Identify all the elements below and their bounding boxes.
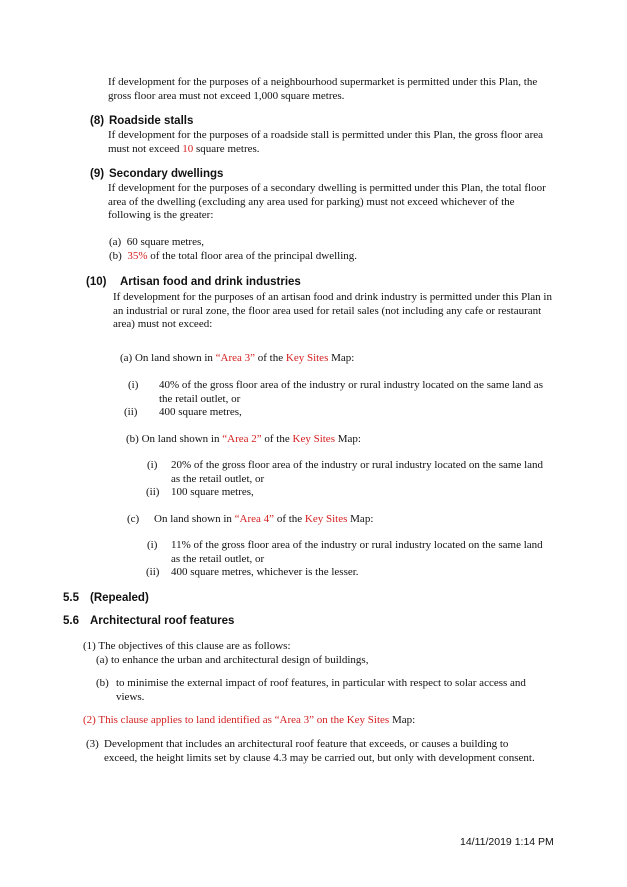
clause-5-6-subclause-2: (2) This clause applies to land identified as “Area 3” on the Key Sites Map: xyxy=(83,714,416,726)
roadside-area-value: 10 xyxy=(182,142,194,155)
item-c-i-number: (i) xyxy=(147,539,158,551)
section-8-title: Roadside stalls xyxy=(109,115,194,127)
section-9-title: Secondary dwellings xyxy=(109,168,224,180)
item-c-number: (c) xyxy=(127,513,140,525)
key-sites-link: Key Sites xyxy=(285,352,329,364)
item-b-i-text: 20% of the gross floor area of the industry or rural industry located on the same land as the retail outlet, or xyxy=(171,459,544,485)
clause-5-6-item-b: to minimise the external impact of roof features, in particular with respect to solar access and views. xyxy=(116,677,526,703)
item-a-ii-text: 400 square metres, xyxy=(159,406,242,418)
section-10-item-b: (b) On land shown in “Area 2” of the Key Sites Map: xyxy=(126,433,361,445)
section-10-number: (10) xyxy=(86,276,107,288)
clause-5-6-title: Architectural roof features xyxy=(90,615,235,627)
clause-5-6-subclause-3-number: (3) xyxy=(86,738,99,750)
clause-5-5-number: 5.5 xyxy=(63,592,79,604)
item-a-i-text: 40% of the gross floor area of the industry or rural industry located on the same land as the retail outlet, or xyxy=(159,379,543,405)
percentage-value: 35% xyxy=(127,250,148,262)
item-c-i-text: 11% of the gross floor area of the industry or rural industry located on the same land as the retail outlet, or xyxy=(171,539,543,565)
section-9-text: If development for the purposes of a secondary dwelling is permitted under this Plan, the total floor area of the dwelling (excluding any area used for parking) must not exceed whichever of the following is the greater: xyxy=(108,182,546,221)
item-a-i-number: (i) xyxy=(128,379,139,391)
section-8-number: (8) xyxy=(90,115,105,127)
item-a-ii-number: (ii) xyxy=(124,406,138,418)
section-10-item-c: On land shown in “Area 4” of the Key Sites Map: xyxy=(154,513,374,525)
clause-5-6-item-b-number: (b) xyxy=(96,677,109,689)
item-b-ii-text: 100 square metres, xyxy=(171,486,254,498)
clause-5-6-subclause-1: (1) The objectives of this clause are as follows: xyxy=(83,640,291,652)
clause-5-6-subclause-3: Development that includes an architectural roof feature that exceeds, or causes a building to exceed, the height limits set by clause 4.3 may be carried out, but only with development consent. xyxy=(104,738,535,764)
section-10-item-a: (a) On land shown in “Area 3” of the Key Sites Map: xyxy=(120,352,355,364)
item-b-i-number: (i) xyxy=(147,459,158,471)
section-9-number: (9) xyxy=(90,168,105,180)
section-9-item-a: (a) 60 square metres, xyxy=(109,236,204,248)
footer-timestamp: 14/11/2019 1:14 PM xyxy=(460,836,554,848)
key-sites-link: Key Sites xyxy=(346,714,390,726)
section-9-item-b: (b) 35% of the total floor area of the principal dwelling. xyxy=(109,250,358,262)
key-sites-link: Key Sites xyxy=(304,513,348,525)
section-10-title: Artisan food and drink industries xyxy=(120,276,301,288)
clause-5-6-item-a: (a) to enhance the urban and architectural design of buildings, xyxy=(96,654,369,666)
clause-5-5-title: (Repealed) xyxy=(90,592,149,604)
clause-5-6-number: 5.6 xyxy=(63,615,79,627)
key-sites-link: Key Sites xyxy=(292,433,335,445)
section-10-text: If development for the purposes of an artisan food and drink industry is permitted under this Plan in an industrial or rural zone, the floor area used for retail sales (not including any cafe or restaurant area) must not exceed: xyxy=(113,291,552,330)
item-c-ii-number: (ii) xyxy=(146,566,160,578)
intro-paragraph: If development for the purposes of a neighbourhood supermarket is permitted under this Plan, the gross floor area must not exceed 1,000 square metres. xyxy=(108,76,538,102)
section-8-text: If development for the purposes of a roadside stall is permitted under this Plan, the gross floor area must not exceed 10 square metres. xyxy=(108,129,543,155)
item-c-ii-text: 400 square metres, whichever is the lesser. xyxy=(171,566,359,578)
item-b-ii-number: (ii) xyxy=(146,486,160,498)
